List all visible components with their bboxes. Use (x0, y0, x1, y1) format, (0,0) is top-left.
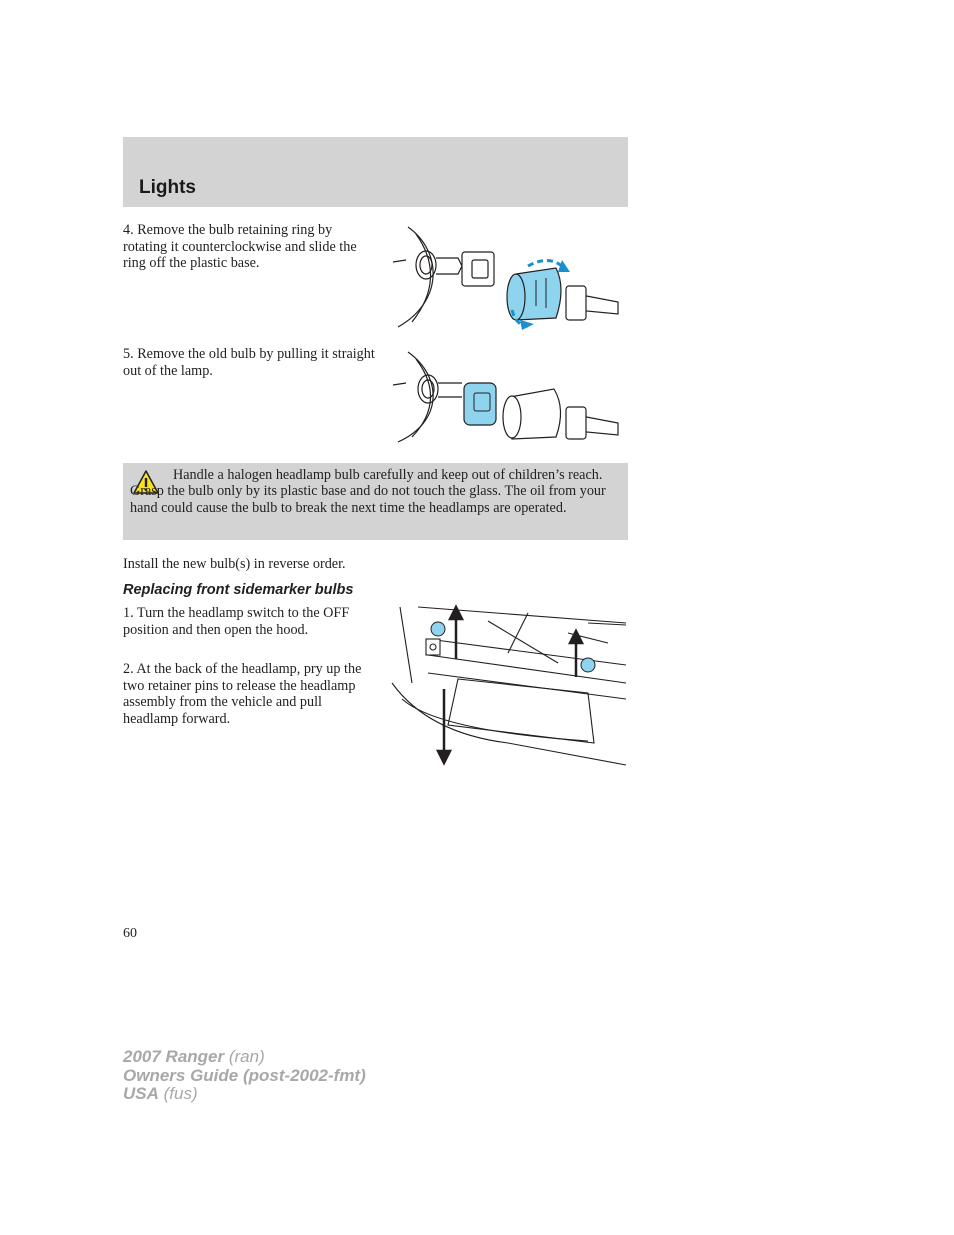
retaining-ring-removal-illustration (388, 222, 628, 332)
headlamp-retainer-pins-illustration (388, 603, 628, 768)
warning-text: Handle a halogen headlamp bulb carefully and keep out of children’s reach. Grasp the bulb only by its plastic base and do not touch the glass. The oil from your hand could cause the bulb to break the next time the headlamps are operated. (130, 467, 606, 516)
page-number: 60 (123, 926, 137, 941)
footer-market: USA (123, 1084, 159, 1103)
step-5-text: 5. Remove the old bulb by pulling it straight out of the lamp. (123, 346, 375, 379)
section-title: Lights (139, 177, 196, 198)
bulb-base-highlight (464, 383, 496, 425)
retainer-pin-left (431, 622, 445, 636)
sidemarker-step-1-text: 1. Turn the headlamp switch to the OFF position and then open the hood. (123, 605, 350, 638)
footer-market-code: (fus) (158, 1084, 198, 1103)
document-footer (123, 1048, 366, 1104)
sidemarker-step-2-text: 2. At the back of the headlamp, pry up the two retainer pins to release the headlamp assembly from the vehicle and pull headlamp forward. (123, 661, 362, 727)
retainer-pin-right (581, 658, 595, 672)
step-4-text: 4. Remove the bulb retaining ring by rotating it counterclockwise and slide the ring off the plastic base. (123, 222, 357, 272)
footer-model: 2007 Ranger (123, 1047, 225, 1066)
sidemarker-heading: Replacing front sidemarker bulbs (123, 582, 354, 598)
footer-model-code: (ran) (224, 1047, 265, 1066)
retaining-ring-highlight (507, 268, 561, 320)
footer-guide: Owners Guide (post-2002-fmt) (123, 1065, 366, 1085)
install-text: Install the new bulb(s) in reverse order. (123, 556, 346, 572)
section-header-band (123, 137, 628, 207)
warning-box (123, 463, 628, 540)
bulb-removal-illustration (388, 347, 628, 447)
